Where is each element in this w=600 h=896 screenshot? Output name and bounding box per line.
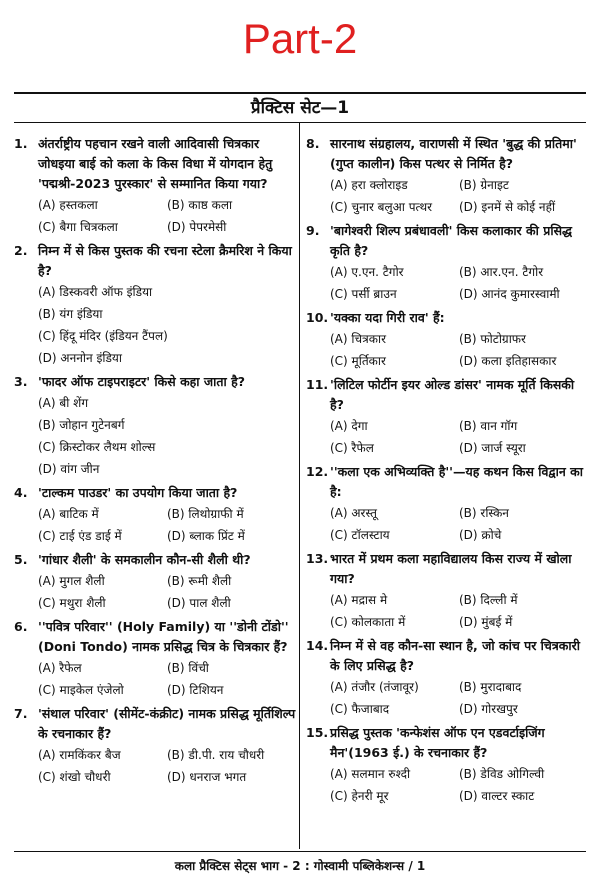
question-number: 5. [14, 552, 28, 567]
header-rule-top [14, 92, 586, 94]
question-text: 'संथाल परिवार' (सीमेंट-कंक्रीट) नामक प्रसिद्ध मूर्तिशिल्प के रचनाकार हैं? [38, 706, 296, 741]
answer-option: (B) आर.एन. टैगोर [459, 265, 544, 279]
answer-option: (D) धनराज भगत [167, 770, 247, 784]
answer-option: (D) पाल शैली [167, 596, 231, 610]
question-header [14, 704, 296, 744]
question-item [14, 134, 296, 238]
question-header [306, 723, 588, 763]
question-number: 14. [306, 638, 329, 653]
right-column [306, 134, 588, 810]
answer-option: (C) बैगा चित्रकला [38, 220, 118, 234]
question-item [306, 636, 588, 720]
answer-options [306, 763, 588, 807]
question-number: 8. [306, 136, 320, 151]
question-text: 'यक्का यदा गिरी राव' हैं: [330, 310, 445, 325]
question-number: 7. [14, 706, 28, 721]
answer-option: (A) रामकिंकर बैज [38, 748, 121, 762]
answer-options [306, 589, 588, 633]
answer-option: (C) फैजाबाद [330, 702, 390, 716]
header-rule-bottom [14, 122, 586, 123]
question-item [306, 134, 588, 218]
answer-option: (C) पर्सी ब्राउन [330, 287, 397, 301]
answer-option: (B) यंग इंडिया [38, 307, 103, 321]
question-item [14, 617, 296, 701]
practice-set-title: प्रैक्टिस सेट—1 [250, 98, 350, 118]
answer-option: (D) गोरखपुर [459, 702, 518, 716]
answer-option: (A) तंजौर (तंजावूर) [330, 680, 419, 694]
question-header [306, 221, 588, 261]
answer-options [306, 676, 588, 720]
answer-options [306, 502, 588, 546]
question-text: 'बागेश्वरी शिल्प प्रबंधावली' किस कलाकार की प्रसिद्ध कृति है? [330, 223, 573, 258]
answer-option: (D) जार्ज स्यूरा [459, 441, 526, 455]
answer-option: (D) अननोन इंडिया [38, 351, 122, 365]
answer-option: (D) टिशियन [167, 683, 224, 697]
answer-option: (C) हिंदू मंदिर (इंडियन टैंपल) [38, 329, 168, 343]
question-item [306, 462, 588, 546]
page-footer: कला प्रैक्टिस सेट्स भाग - 2 : गोस्वामी पब्लिकेशन्स / 1 [174, 859, 426, 873]
answer-option: (D) आनंद कुमारस्वामी [459, 287, 560, 301]
question-text: निम्न में से किस पुस्तक की रचना स्टेला क्रैमरिश ने किया है? [38, 243, 292, 278]
answer-options [14, 744, 296, 788]
answer-option: (C) मूर्तिकार [330, 354, 386, 368]
question-item [14, 372, 296, 480]
answer-option: (B) विंची [167, 661, 209, 675]
question-text: 'टाल्कम पाउडर' का उपयोग किया जाता है? [38, 485, 238, 500]
answer-options [306, 261, 588, 305]
question-text: भारत में प्रथम कला महाविद्यालय किस राज्य में खोला गया? [330, 551, 572, 586]
question-item [306, 549, 588, 633]
question-header [306, 636, 588, 676]
question-number: 12. [306, 464, 329, 479]
question-item [14, 704, 296, 788]
question-text: 'फादर ऑफ टाइपराइटर' किसे कहा जाता है? [38, 374, 246, 389]
answer-option: (B) डी.पी. राय चौधरी [167, 748, 265, 762]
question-item [14, 241, 296, 369]
question-header [306, 462, 588, 502]
question-number: 11. [306, 377, 329, 392]
answer-option: (A) बाटिक में [38, 507, 99, 521]
answer-option: (D) वाल्टर स्काट [459, 789, 535, 803]
answer-option: (D) क्रोचे [459, 528, 502, 542]
answer-option: (B) वान गॉग [459, 419, 518, 433]
question-header [14, 241, 296, 281]
question-text: 'लिटिल फोर्टीन इयर ओल्ड डांसर' नामक मूर्ति किसकी है? [330, 377, 575, 412]
answer-options [306, 174, 588, 218]
answer-option: (C) माइकेल एंजेलो [38, 683, 124, 697]
question-text: सारनाथ संग्रहालय, वाराणसी में स्थित 'बुद्ध की प्रतिमा' (गुप्त कालीन) किस पत्थर से निर्मित है? [330, 136, 577, 171]
question-header [306, 308, 588, 328]
answer-option: (A) मद्रास मे [330, 593, 388, 607]
answer-option: (B) मुरादाबाद [459, 680, 522, 694]
question-text: निम्न में से वह कौन-सा स्थान है, जो कांच पर चित्रकारी के लिए प्रसिद्ध है? [330, 638, 580, 673]
answer-options [14, 570, 296, 614]
question-number: 1. [14, 136, 28, 151]
answer-option: (A) चित्रकार [330, 332, 386, 346]
answer-option: (A) ए.एन. टैगोर [330, 265, 404, 279]
answer-option: (C) टॉलस्टाय [330, 528, 390, 542]
question-item [306, 221, 588, 305]
question-item [306, 723, 588, 807]
answer-option: (D) पेपरमेसी [167, 220, 227, 234]
answer-option: (A) हरा क्लोराइड [330, 178, 408, 192]
answer-options [14, 194, 296, 238]
answer-options [14, 392, 296, 480]
answer-options [306, 415, 588, 459]
answer-option: (D) कला इतिहासकार [459, 354, 557, 368]
question-number: 15. [306, 725, 329, 740]
question-number: 10. [306, 310, 329, 325]
answer-option: (B) रस्किन [459, 506, 509, 520]
left-column [14, 134, 296, 791]
answer-option: (D) इनमें से कोई नहीं [459, 200, 556, 214]
question-header [306, 134, 588, 174]
answer-option: (D) ब्लाक प्रिंट में [167, 529, 245, 543]
answer-option: (B) लिथोग्राफी में [167, 507, 244, 521]
question-number: 13. [306, 551, 329, 566]
answer-option: (B) जोहान गुटेनबर्ग [38, 418, 125, 432]
answer-option: (D) मुंबई में [459, 615, 513, 629]
question-text: 'गांधार शैली' के समकालीन कौन-सी शैली थी? [38, 552, 251, 567]
answer-option: (C) मथुरा शैली [38, 596, 106, 610]
question-item [14, 550, 296, 614]
answer-option: (A) देगा [330, 419, 368, 433]
question-header [306, 549, 588, 589]
answer-options [14, 503, 296, 547]
question-item [306, 308, 588, 372]
question-header [14, 483, 296, 503]
answer-options [306, 328, 588, 372]
answer-options [14, 657, 296, 701]
question-number: 9. [306, 223, 320, 238]
answer-option: (C) चुनार बलुआ पत्थर [330, 200, 433, 214]
answer-option: (A) सलमान रुश्दी [330, 767, 411, 781]
answer-option: (C) हेनरी मूर [330, 789, 389, 803]
answer-option: (B) डेविड ओगिल्वी [459, 767, 545, 781]
question-header [14, 550, 296, 570]
answer-option: (C) शंखो चौधरी [38, 770, 111, 784]
answer-option: (A) हस्तकला [38, 198, 98, 212]
footer-rule [14, 851, 586, 852]
question-text: अंतर्राष्ट्रीय पहचान रखने वाली आदिवासी चित्रकार जोधइया बाई को कला के किस विधा में योगदान हेतु 'पद्मश्री-2023 पुरस्कार' से सम्मानित किया गया? [38, 136, 273, 191]
question-header [14, 617, 296, 657]
question-item [14, 483, 296, 547]
answer-option: (B) रूमी शैली [167, 574, 232, 588]
answer-option: (B) काष्ठ कला [167, 198, 233, 212]
question-item [306, 375, 588, 459]
answer-option: (A) बी शेंग [38, 396, 89, 410]
answer-option: (A) मुगल शैली [38, 574, 105, 588]
answer-option: (A) अरस्तू [330, 506, 377, 520]
question-text: ''पवित्र परिवार'' (Holy Family) या ''डोनी टोंडो'' (Doni Tondo) नामक प्रसिद्ध चित्र के चित्रकार हैं? [38, 619, 289, 654]
question-header [14, 134, 296, 194]
question-text: प्रसिद्ध पुस्तक 'कन्फेशंस ऑफ एन एडवर्टाइजिंग मैन'(1963 ई.) के रचनाकार हैं? [330, 725, 545, 760]
answer-option: (B) दिल्ली में [459, 593, 518, 607]
answer-option: (C) क्रिस्टोकर लैथम शोल्स [38, 440, 156, 454]
question-number: 2. [14, 243, 28, 258]
column-divider [299, 123, 300, 849]
part-title: Part-2 [242, 15, 358, 62]
answer-option: (A) डिस्कवरी ऑफ इंडिया [38, 285, 153, 299]
answer-option: (C) कोलकाता में [330, 615, 406, 629]
answer-option: (B) फोटोग्राफर [459, 332, 526, 346]
question-number: 6. [14, 619, 28, 634]
answer-option: (C) रैफेल [330, 441, 374, 455]
answer-option: (B) ग्रेनाइट [459, 178, 509, 192]
answer-option: (D) वांग जीन [38, 462, 100, 476]
answer-options [14, 281, 296, 369]
answer-option: (C) टाई एंड डाई में [38, 529, 122, 543]
question-header [14, 372, 296, 392]
question-number: 3. [14, 374, 28, 389]
question-number: 4. [14, 485, 28, 500]
answer-option: (A) रैफेल [38, 661, 82, 675]
question-header [306, 375, 588, 415]
question-text: ''कला एक अभिव्यक्ति है''—यह कथन किस विद्वान का है: [330, 464, 583, 499]
